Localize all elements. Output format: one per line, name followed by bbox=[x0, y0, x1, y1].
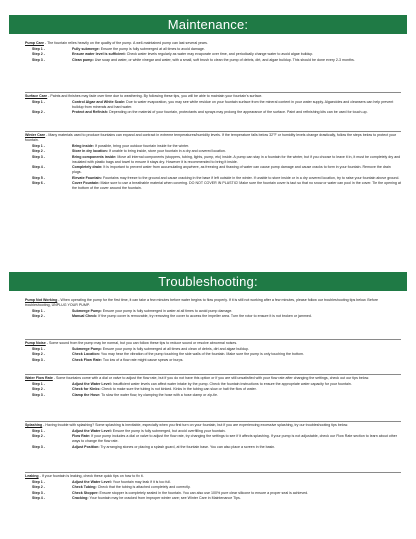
section-intro-text: - The fountain relies heavily on the quality of the pump. A well-maintained pump can last several years. bbox=[43, 41, 208, 45]
step-text: Check water levels regularly as water may evaporate over time, and periodically change water to avoid algae buildup. bbox=[125, 52, 314, 57]
step-item bbox=[25, 47, 401, 52]
troubleshooting-section-pump-noise bbox=[25, 341, 401, 363]
step-title: Clamp the Hose: bbox=[72, 392, 101, 397]
step-title: Check Location: bbox=[72, 352, 100, 357]
step-title: Control Algae and White Scale: bbox=[72, 99, 126, 104]
step-item bbox=[25, 429, 401, 434]
step-item bbox=[25, 165, 401, 175]
step-label: Step 1 - bbox=[32, 428, 45, 433]
section-intro-text: - Some sound from the pump may be normal, but you can follow these tips to reduce sound or resolve abnormal noises. bbox=[45, 341, 238, 345]
step-label: Step 2 - bbox=[32, 434, 45, 439]
step-text: Use soap and water, or white vinegar and water, with a small, soft brush to clean the pump of debris, dirt, and algae buildup. This should be done every 2-3 months. bbox=[93, 57, 355, 62]
step-item bbox=[25, 445, 401, 450]
step-title: Ensure water level is sufficient: bbox=[72, 52, 126, 57]
step-text: You may hear the vibration of the pump touching the side walls of the fountain. Make sure the pump is only touching the bottom. bbox=[99, 352, 304, 357]
section-intro-text: - Many materials used to produce fountains can expand and contract in extreme temperatures/humidity levels. If the temperature falls below 32°F or humidity levels change drastically, follow the steps below to protect your fountain. bbox=[25, 133, 397, 143]
troubleshooting-section-splashing bbox=[25, 423, 401, 450]
step-title: Bring components inside: bbox=[72, 154, 117, 159]
section-intro-text: - Paints and finishes may fade over time due to weathering. By following these tips, you will be able to maintain your fountain's surface. bbox=[47, 94, 263, 98]
step-item bbox=[25, 491, 401, 496]
troubleshooting-section-water-flow-rate bbox=[25, 376, 401, 398]
divider bbox=[25, 131, 401, 132]
step-item bbox=[25, 52, 401, 57]
step-item bbox=[25, 176, 401, 181]
troubleshooting-banner: Troubleshooting: bbox=[9, 272, 407, 291]
step-item bbox=[25, 480, 401, 485]
step-text: It is important to prevent water from accumulating anywhere, as freezing and thawing of water can cause pump damage and cause cracks to form in your fountain. Remove the drain plugs. bbox=[72, 165, 391, 175]
step-label: Step 2 - bbox=[32, 52, 45, 57]
step-label: Step 1 - bbox=[32, 46, 45, 51]
step-label: Step 4 - bbox=[32, 165, 45, 170]
section-intro bbox=[25, 376, 401, 381]
step-item bbox=[25, 358, 401, 363]
section-intro bbox=[25, 423, 401, 428]
step-item bbox=[25, 393, 401, 398]
step-item bbox=[25, 110, 401, 115]
step-title: Adjust the Water Level: bbox=[72, 428, 112, 433]
step-text: Ensure the pump is fully submerged at all times to avoid damage. bbox=[99, 46, 205, 51]
step-text: If possible, bring your outdoor fountain inside for the winter. bbox=[93, 143, 190, 148]
divider bbox=[25, 421, 401, 422]
step-text: Ensure your pump is fully submerged in water at all times to avoid pump damage. bbox=[101, 308, 233, 313]
step-title: Clean pump: bbox=[72, 57, 94, 62]
step-text: Check that the tubing is attached completely and correctly. bbox=[96, 485, 191, 490]
step-text: Depending on the material of your fountain, protectants and sprays may prolong the appearance of the surface. Paint and refinishing kits can be used for touch-up. bbox=[108, 110, 368, 115]
step-label: Step 1 - bbox=[32, 479, 45, 484]
section-intro-text: - Some fountains come with a dial or valve to adjust the flow rate, but if you do not have this option or if you are still unsatisfied with your flow rate after changing the settings, check out our tips below. bbox=[52, 376, 370, 380]
step-text: Too low of a flow rate might cause spews or burps. bbox=[101, 357, 184, 362]
step-title: Flow Rate: bbox=[72, 434, 91, 439]
step-item bbox=[25, 434, 401, 444]
step-text: Ensure the pump is fully submerged, but avoid overfilling your fountain. bbox=[111, 428, 226, 433]
divider bbox=[25, 339, 401, 340]
step-item bbox=[25, 309, 401, 314]
step-label: Step 3 - bbox=[32, 57, 45, 62]
step-item bbox=[25, 149, 401, 154]
step-item bbox=[25, 496, 401, 501]
section-title: Pump Care bbox=[25, 41, 44, 45]
step-text: If the pump cover is removable, try removing the cover to access the impeller area. Turn the rotor to ensure it is not broken or jammed. bbox=[97, 314, 312, 319]
step-title: Elevate Fountain: bbox=[72, 175, 102, 180]
step-title: Protect and Refinish: bbox=[72, 110, 109, 115]
step-title: Adjust the Water Level: bbox=[72, 479, 112, 484]
step-item bbox=[25, 155, 401, 165]
step-title: Check Tubing: bbox=[72, 485, 97, 490]
step-title: Cover Fountain: bbox=[72, 180, 100, 185]
step-label: Step 2 - bbox=[32, 110, 45, 115]
divider bbox=[25, 374, 401, 375]
section-title: Leaking bbox=[25, 474, 39, 478]
step-label: Step 4 - bbox=[32, 495, 45, 500]
step-label: Step 2 - bbox=[32, 149, 45, 154]
maintenance-section-pump-care bbox=[25, 41, 401, 63]
step-label: Step 3 - bbox=[32, 154, 45, 159]
section-intro bbox=[25, 341, 401, 346]
step-title: Check for Kinks: bbox=[72, 387, 101, 392]
step-item bbox=[25, 181, 401, 191]
step-title: Cracking: bbox=[72, 495, 89, 500]
step-text: To slow the water flow, try clamping the hose with a hose clamp or zip-tie. bbox=[100, 392, 218, 397]
section-intro-text: - When operating the pump for the first time, it can take a few minutes before water begins to flow properly. If it is still not working after a few minutes, please follow our troubleshooting tips below. Before troubleshooting, UNPLUG YOUR PUMP. bbox=[25, 298, 379, 308]
step-text: Check to make sure the tubing is not kinked. Kinks in the tubing can slow or halt the flow of water. bbox=[100, 387, 257, 392]
step-item bbox=[25, 387, 401, 392]
step-text: Your fountain may leak if it is too full. bbox=[111, 479, 171, 484]
step-label: Step 6 - bbox=[32, 180, 45, 185]
section-title: Pump Noise bbox=[25, 341, 46, 345]
step-item bbox=[25, 58, 401, 63]
section-intro bbox=[25, 133, 401, 143]
step-title: Completely drain: bbox=[72, 165, 103, 170]
section-title: Water Flow Rate bbox=[25, 376, 53, 380]
maintenance-section-surface-care bbox=[25, 94, 401, 116]
section-title: Splashing bbox=[25, 423, 43, 427]
step-text: Insufficient water levels can affect water intake by the pump. Check the fountain instructions to ensure the appropriate water capacity for your fountain. bbox=[111, 381, 352, 386]
section-intro-text: - Having trouble with splashing? Some splashing is inevitable, especially when you first turn on your fountain, but if you are experiencing excessive splashing, try our troubleshooting tips below. bbox=[42, 423, 349, 427]
step-label: Step 1 - bbox=[32, 381, 45, 386]
step-title: Adjust Position: bbox=[72, 444, 100, 449]
step-text: Your fountain may be cracked from improper winter care; see Winter Care in Maintenance Tips. bbox=[88, 495, 241, 500]
step-text: Move all internal components (stoppers, tubing, lights, pump, etc) inside. A pump can stay in a fountain for the winter, but if you choose to leave it in, it must be completely dry and insulated with plastic bags and towel to ensure it stays dry. However it is recommended to bring it inside. bbox=[72, 154, 401, 164]
step-title: Bring inside: bbox=[72, 143, 94, 148]
step-item bbox=[25, 100, 401, 110]
section-intro bbox=[25, 474, 401, 479]
divider bbox=[25, 472, 401, 473]
step-label: Step 2 - bbox=[32, 387, 45, 392]
step-text: Try arranging stones or placing a splash guard, at the fountain base. You can also place a screen in the basin. bbox=[99, 444, 276, 449]
step-label: Step 2 - bbox=[32, 352, 45, 357]
step-text: If your pump includes a dial or valve to adjust the flow rate, try changing the settings to see if it affects splashing. If your pump is not adjustable, check our Flow Rate section to learn about other ways to change the flow rate. bbox=[72, 434, 397, 444]
step-text: If unable to bring inside, store your fountain in a dry and covered location. bbox=[107, 149, 226, 154]
step-label: Step 1 - bbox=[32, 346, 45, 351]
troubleshooting-section-pump-not-working bbox=[25, 298, 401, 320]
step-title: Store in dry location: bbox=[72, 149, 108, 154]
step-title: Adjust the Water Level: bbox=[72, 381, 112, 386]
section-intro bbox=[25, 94, 401, 99]
step-item bbox=[25, 144, 401, 149]
step-label: Step 2 - bbox=[32, 314, 45, 319]
section-intro-text: - If your fountain is leaking, check these quick tips on how to fix it. bbox=[38, 474, 144, 478]
step-item bbox=[25, 352, 401, 357]
step-item bbox=[25, 485, 401, 490]
section-intro bbox=[25, 298, 401, 308]
maintenance-section-winter-care bbox=[25, 133, 401, 191]
step-label: Step 1 - bbox=[32, 99, 45, 104]
section-title: Surface Care bbox=[25, 94, 48, 98]
step-text: Ensure your pump is fully submerged at all times and clean of debris, dirt and algae buildup. bbox=[101, 346, 249, 351]
step-label: Step 1 - bbox=[32, 308, 45, 313]
section-title: Winter Care bbox=[25, 133, 46, 137]
maintenance-banner: Maintenance: bbox=[9, 15, 407, 34]
step-item bbox=[25, 347, 401, 352]
step-title: Check Flow Rate: bbox=[72, 357, 102, 362]
step-item bbox=[25, 382, 401, 387]
section-intro bbox=[25, 41, 401, 46]
step-label: Step 3 - bbox=[32, 444, 45, 449]
step-title: Check Stopper: bbox=[72, 490, 99, 495]
step-text: Ensure stopper is completely sealed in the fountain. You can also use 100% pure clear silicone to ensure a proper seal is achieved. bbox=[98, 490, 309, 495]
step-text: Make sure to use a breathable material when covering. DO NOT COVER IN PLASTIC! Make sure the fountain cover is taut so that no snow or water can pool in the cover. Tie the opening at the bottom of the cover around the fountain. bbox=[72, 180, 401, 191]
step-text: Fountains may freeze to the ground and cause cracking in the base if left outside in the winter. If unable to store inside or in a dry covered location, try to raise your fountain above ground. bbox=[101, 175, 400, 180]
step-text: Due to water evaporation, you may see white residue on your fountain surface from the mineral content in your water supply. Algaecides and cleansers can help prevent buildup from minerals and hard water. bbox=[72, 99, 394, 109]
step-label: Step 3 - bbox=[32, 357, 45, 362]
step-label: Step 1 - bbox=[32, 143, 45, 148]
troubleshooting-section-leaking bbox=[25, 474, 401, 501]
step-title: Fully submerge: bbox=[72, 46, 100, 51]
step-label: Step 3 - bbox=[32, 490, 45, 495]
step-title: Submerge Pump: bbox=[72, 346, 102, 351]
step-label: Step 5 - bbox=[32, 175, 45, 180]
step-title: Manual Check: bbox=[72, 314, 98, 319]
step-item bbox=[25, 314, 401, 319]
section-title: Pump Not Working bbox=[25, 298, 58, 302]
divider bbox=[25, 92, 401, 93]
step-title: Submerge Pump: bbox=[72, 308, 102, 313]
step-label: Step 3 - bbox=[32, 392, 45, 397]
step-label: Step 2 - bbox=[32, 485, 45, 490]
